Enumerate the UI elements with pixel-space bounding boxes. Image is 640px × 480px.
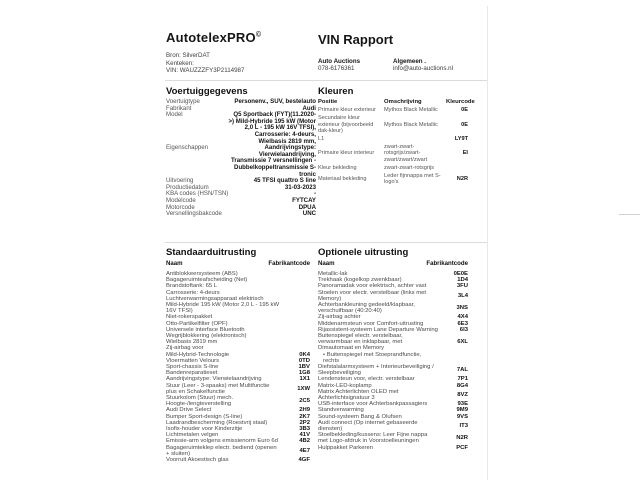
equipment-code: N2R — [456, 435, 468, 442]
color-description: Mythos Black Metallic — [384, 107, 438, 114]
vehicle-label: KBA codes (HSN/TSN) — [166, 190, 229, 198]
colors-column-header: Omschrijving — [384, 99, 422, 105]
color-position: Materiaal bekleding — [318, 176, 367, 183]
colors-column-header: Kleurcode — [446, 99, 475, 105]
equipment-code: 6E3 — [457, 320, 468, 327]
color-position: Primaire kleur exterieur — [318, 107, 376, 114]
optional-equipment-list — [318, 260, 468, 451]
section-title-standard: Standaarduitrusting — [166, 247, 257, 258]
standard-items — [166, 271, 310, 463]
equipment-code: 8VZ — [457, 391, 468, 398]
column-code: Fabrikantcode — [426, 260, 468, 267]
equipment-name: Antiblokkeersysteem (ABS) — [166, 271, 238, 277]
source-line: Bron: SilverDAT — [166, 52, 210, 59]
color-description: zwart-zwart-rotsgrijs/zwart-zwart/zwart/zwart — [384, 144, 428, 163]
equipment-row — [318, 290, 468, 302]
equipment-name: Matrix Achterlichten OLED met Achterlichtsignatuur 3 — [318, 388, 399, 402]
vin-line: VIN: WAUZZZFY3P2114987 — [166, 67, 245, 75]
equipment-name: Isofix-houder voor Kinderzitje — [166, 426, 243, 433]
vehicle-row — [166, 145, 316, 178]
contact-phone: 078-6176361 — [318, 65, 355, 73]
column-name: Naam — [318, 260, 335, 267]
copyright-mark: © — [255, 31, 262, 39]
equipment-code: 2K7 — [299, 413, 310, 420]
section-title-colors: Kleuren — [318, 86, 354, 97]
vehicle-label: Eigenschappen — [166, 144, 209, 152]
equipment-name: Middenarmsteun voor Comfort-uitrusting — [318, 320, 424, 327]
brand-title: AutotelexPRO© — [166, 30, 262, 45]
contact-general-name: Algemeen . — [393, 58, 427, 65]
colors-table — [318, 99, 475, 186]
equipment-code: 6XL — [457, 339, 468, 346]
contact-company — [318, 58, 393, 73]
standard-equipment-list — [166, 260, 310, 463]
section-title-vehicle: Voertuiggegevens — [166, 86, 248, 97]
vehicle-value: Aandrijvingstype: Vierwielaandrijving, Transmissie 7 versnellingen - Dubbelkoppeltransmissie S-tronic — [230, 144, 316, 178]
equipment-name: Carrosserie: 4-deurs — [166, 289, 220, 296]
equipment-name: Lichtmetalen velgen — [166, 432, 219, 439]
vehicle-value: - — [313, 190, 316, 198]
equipment-name: Universele interface Bluetooth — [166, 326, 245, 333]
color-code: 0E — [461, 121, 468, 128]
equipment-name: Luchtverwarmingsapparaat elektrisch — [166, 295, 264, 302]
equipment-name: Aandrijvingstype: Vierwielaandrijving — [166, 376, 262, 383]
equipment-row — [166, 302, 310, 314]
equipment-name: Emissie-arm volgens emissienorm Euro 6d — [166, 438, 278, 445]
header-divider — [165, 80, 487, 81]
equipment-name: Vloermatten Velours — [166, 357, 220, 364]
equipment-name: Zij-airbag achter — [318, 314, 361, 321]
vehicle-value: 45 TFSI quattro S line — [253, 177, 316, 185]
equipment-row — [318, 389, 468, 401]
equipment-code: 2P2 — [299, 419, 310, 426]
equipment-code: IT3 — [459, 422, 468, 429]
colors-column-header: Positie — [318, 99, 338, 105]
equipment-row — [318, 333, 468, 352]
color-position: Secundaire kleur exterieur (bijvoorbeeld dak-kleur) — [318, 115, 374, 134]
equipment-name: Niet-rokerspakket — [166, 314, 213, 321]
equipment-code: 1BV — [298, 364, 310, 371]
equipment-name: Rijassistent-systeem Lane Departure Warning — [318, 326, 438, 333]
column-name: Naam — [166, 260, 183, 267]
vehicle-label: Fabrikant — [166, 104, 192, 112]
equipment-code: 2C5 — [299, 398, 310, 405]
vehicle-label: Motorcode — [166, 203, 195, 211]
equipment-code: 2H9 — [299, 407, 310, 414]
color-description: Leder fijnnappa met S-logo's — [384, 173, 441, 186]
equipment-row — [318, 432, 468, 444]
equipment-name: Metallic-lak — [318, 271, 348, 277]
equipment-name: Stuurkolom (Stuur) mech. Hoogte-/lengteverstelling — [166, 395, 234, 408]
vehicle-details — [166, 99, 316, 218]
equipment-name: Matrix-LED-koplamp — [318, 382, 372, 389]
equipment-code: 3B3 — [299, 426, 310, 433]
equipment-name: Zij-airbag voor — [166, 345, 204, 352]
equipment-name: Achterbankleuning gedeeld/klapbaar, verschuifbaar (40:20:40) — [318, 302, 415, 315]
equipment-row — [166, 445, 310, 457]
color-code: EI — [462, 150, 468, 157]
section-divider — [165, 242, 487, 243]
equipment-code: 7AL — [456, 367, 468, 374]
page-edge-mark — [619, 214, 640, 215]
equipment-name: Otto-Partikelfilter (OPF) — [166, 320, 228, 327]
equipment-name: Voorruit Akoestisch glas — [166, 457, 229, 464]
color-code: 0E — [461, 107, 468, 114]
color-position: Kleur bekleding — [318, 164, 357, 171]
optional-items — [318, 271, 468, 451]
equipment-name: Hulppakket Parkeren — [318, 444, 374, 451]
equipment-code: 9VS — [456, 413, 468, 420]
vehicle-value: Audi — [302, 104, 316, 112]
equipment-row — [318, 302, 468, 314]
contact-block — [318, 58, 468, 73]
report-title: VIN Rapport — [318, 32, 394, 47]
equipment-code: 4E7 — [299, 447, 310, 454]
vehicle-label: Model — [166, 111, 183, 119]
equipment-code: 93E — [457, 401, 468, 408]
equipment-code: 3NS — [456, 305, 468, 312]
vehicle-value: Q5 Sportback (FYT)(11.2020->) Mild-Hybride 195 kW (Motor 2,0 L - 195 kW 16V TFSI), Carrosserie: 4-deurs, Wielbasis 2819 mm, — [228, 111, 316, 145]
equipment-name: Trekhaak (kogelkop zwenkbaar) — [318, 277, 402, 284]
equipment-name: Wegrijblokkering (elektronisch) — [166, 333, 247, 340]
equipment-name: • Buitenspiegel met Stoeprandfunctie, rechts — [323, 351, 422, 364]
equipment-name: Laadrandbescherming (Roestvrij staal) — [166, 419, 268, 426]
equipment-name: Bandenreparatieset — [166, 370, 218, 377]
equipment-row — [318, 352, 468, 364]
equipment-row — [318, 420, 468, 432]
equipment-name: Audi connect (Op internet gebaseerde diensten) — [318, 419, 418, 433]
equipment-row — [318, 364, 468, 376]
equipment-code: 4GF — [298, 457, 310, 464]
equipment-code: 1X1 — [299, 376, 310, 383]
contact-company-name: Auto Auctions — [318, 58, 361, 65]
equipment-code: 4X4 — [457, 314, 468, 321]
equipment-code: 8G4 — [456, 382, 468, 389]
equipment-name: Audi Drive Select — [166, 407, 212, 414]
kenteken-line: Kenteken: — [166, 59, 194, 67]
vehicle-value: FYTCAY — [292, 196, 316, 204]
equipment-code: 0TD — [298, 357, 310, 364]
column-code: Fabrikantcode — [268, 260, 310, 267]
vehicle-value: UNC — [302, 210, 316, 218]
equipment-name: Brandstoftank: 65 L — [166, 283, 218, 290]
equipment-code: 9M9 — [456, 407, 468, 414]
equipment-name: Diefstalalarmsysteem + Interieurbeveiliging / Sleepbeveiliging — [318, 364, 434, 377]
vehicle-value: 31-03-2023 — [284, 183, 316, 191]
equipment-name: Mild-Hybride 195 kW (Motor 2,0 L - 195 kW 16V TFSI) — [166, 302, 280, 315]
vehicle-label: Modelcode — [166, 196, 196, 204]
equipment-name: Sport-chassis S-line — [166, 364, 219, 371]
color-code: N2R — [456, 176, 468, 183]
vehicle-value: Personenv., SUV, bestelauto — [234, 98, 316, 105]
equipment-code: 1D4 — [457, 277, 468, 284]
equipment-name: Bumper Sport-design (S-line) — [166, 413, 243, 420]
equipment-code: 3L4 — [457, 292, 468, 299]
equipment-code: 0E0E — [453, 271, 468, 277]
equipment-name: Standverwarming — [318, 407, 364, 414]
equipment-code: 1XW — [297, 385, 310, 392]
vehicle-row — [166, 112, 316, 145]
equipment-name: Stoelbekleding/kussens: Leer Fijne nappa met Logo-afdruk in Voorstoelleuningen — [318, 432, 428, 445]
equipment-code: 6I3 — [459, 326, 468, 333]
color-position: L1 — [318, 136, 325, 143]
equipment-name: Bagageruimteafscheiding (Net) — [166, 277, 248, 284]
equipment-name: Sound-systeem Bang & Olufsen — [318, 413, 402, 420]
equipment-code: PCF — [456, 444, 468, 451]
equipment-code: 4B2 — [299, 438, 310, 445]
report-meta — [166, 52, 261, 75]
vehicle-label: Voertuigtype — [166, 98, 200, 105]
report-header — [166, 30, 261, 75]
equipment-name: Buitenspiegel electr. verstelbaar, verwarmbaar en inklapbaar, met Dimautomaat en Memory — [318, 333, 403, 352]
color-position: Primaire kleur interieur — [318, 150, 375, 157]
color-code: LY9T — [454, 136, 468, 143]
equipment-name: Bagageruimteklep electr. bediend (openen + sluiten) — [166, 444, 277, 457]
optional-list-header — [318, 260, 468, 267]
equipment-name: Wielbasis 2819 mm — [166, 339, 218, 346]
standard-list-header — [166, 260, 310, 267]
page-right-edge — [487, 6, 488, 480]
color-description: Mythos Black Metallic — [384, 121, 438, 128]
section-title-optional: Optionele uitrusting — [318, 247, 409, 258]
equipment-row — [166, 457, 310, 463]
equipment-row — [166, 395, 310, 407]
vehicle-value: DPUA — [298, 203, 316, 211]
equipment-row — [166, 383, 310, 395]
vehicle-label: Versnellingsbakcode — [166, 210, 222, 218]
equipment-name: Stoelen voor electr. verstelbaar (links met Memory) — [318, 289, 427, 302]
equipment-code: 0K4 — [299, 351, 310, 358]
equipment-code: 7P1 — [457, 376, 468, 383]
equipment-name: Stuur (Leer - 3-spaaks) met Multifunctie plus en Schakelfunctie — [166, 382, 270, 395]
equipment-code: 41V — [299, 432, 310, 439]
vehicle-label: Uitvoering — [166, 177, 194, 185]
vehicle-row — [166, 211, 316, 218]
equipment-name: USB-interface voor Achterbankpassagiers — [318, 401, 428, 408]
equipment-code: 3FU — [456, 283, 468, 290]
contact-general — [393, 58, 468, 73]
contact-email: info@auto-auctions.nl — [393, 65, 453, 73]
color-description: zwart-zwart-rotsgrijs — [384, 164, 435, 171]
equipment-name: Mild-Hybrid-Technologie — [166, 351, 230, 358]
equipment-name: Lendensteun voor, electr. verstelbaar — [318, 376, 415, 383]
equipment-code: 1G8 — [298, 370, 310, 377]
equipment-row — [318, 445, 468, 451]
equipment-name: Panoramadak voor elektrisch, achter vast — [318, 283, 427, 290]
vehicle-label: Productiedatum — [166, 183, 209, 191]
